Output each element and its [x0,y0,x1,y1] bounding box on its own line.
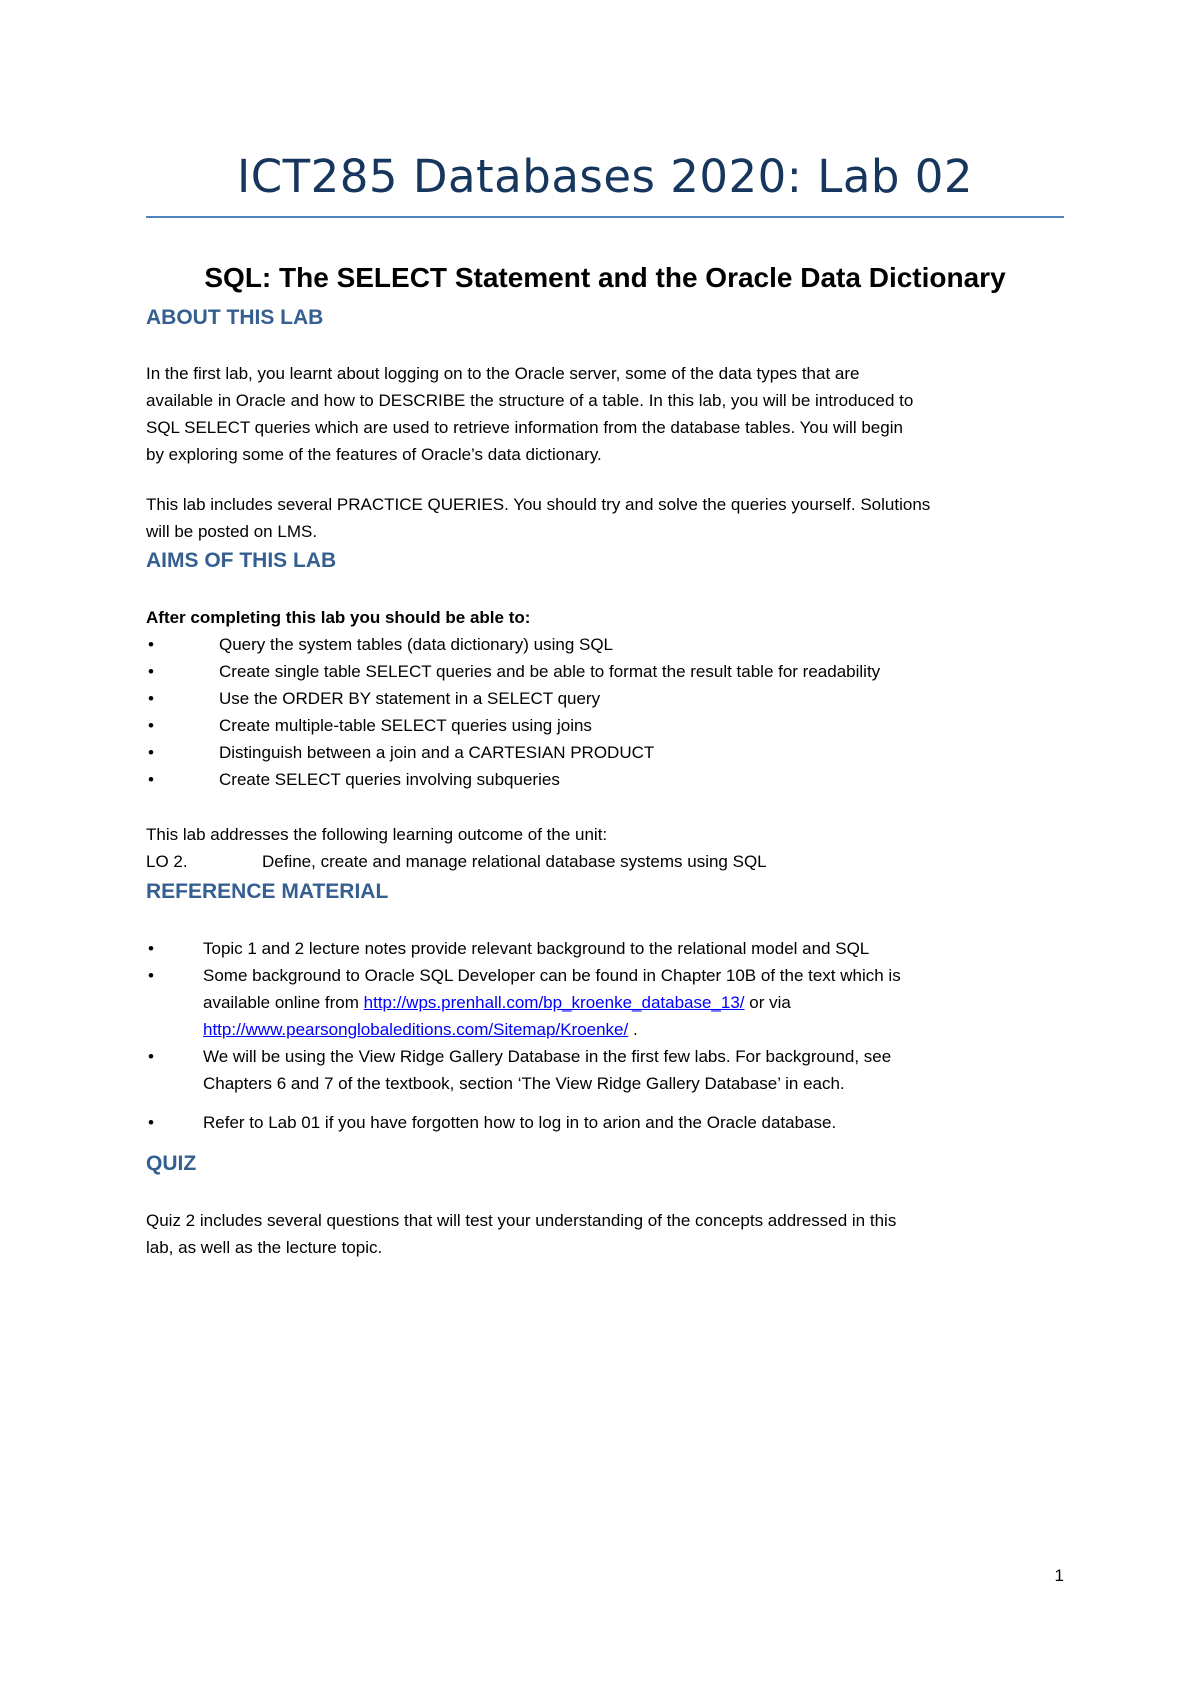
document-subtitle: SQL: The SELECT Statement and the Oracle Data Dictionary [204,262,1006,293]
bullet-icon: • [148,662,154,681]
reference-text [146,1043,1064,1097]
reference-line-text: or via [744,993,791,1012]
bullet-icon: • [148,716,154,735]
pearson-link[interactable]: http://www.pearsonglobaleditions.com/Sitemap/Kroenke/ [203,1020,629,1039]
about-paragraph-2 [146,491,1064,545]
list-item [146,739,1064,766]
list-item [146,962,1064,1043]
about-paragraph-1-line: available in Oracle and how to DESCRIBE the structure of a table. In this lab, you will be introduced to [146,391,914,410]
document-page [146,0,1064,1698]
reference-text: Refer to Lab 01 if you have forgotten how to log in to arion and the Oracle database. [203,1113,837,1132]
bullet-icon: • [148,1113,154,1132]
list-item [146,685,1064,712]
page-number: 1 [1054,1566,1064,1585]
quiz-paragraph-line: Quiz 2 includes several questions that will test your understanding of the concepts addressed in this [146,1211,897,1230]
aim-text: Distinguish between a join and a CARTESIAN PRODUCT [219,743,655,762]
about-paragraph-2-line: This lab includes several PRACTICE QUERIES. You should try and solve the queries yourself. Solutions [146,495,931,514]
reference-line: Some background to Oracle SQL Developer can be found in Chapter 10B of the text which is [203,966,901,985]
document-title: ICT285 Databases 2020: Lab 02 [236,150,974,203]
reference-list [146,935,1064,1136]
aim-text: Query the system tables (data dictionary) using SQL [219,635,614,654]
list-item [146,766,1064,793]
aim-text: Use the ORDER BY statement in a SELECT query [219,689,601,708]
about-paragraph-1-line: SQL SELECT queries which are used to retrieve information from the database tables. You will begin [146,418,903,437]
learning-outcome-code: LO 2. [146,852,188,871]
reference-line: Chapters 6 and 7 of the textbook, section ‘The View Ridge Gallery Database’ in each. [203,1074,845,1093]
bullet-icon: • [148,1047,154,1066]
list-item [146,712,1064,739]
reference-line-text: available online from [203,993,364,1012]
bullet-icon: • [148,635,154,654]
about-paragraph-2-line: will be posted on LMS. [146,522,318,541]
list-item [146,1109,1064,1136]
aim-text: Create multiple-table SELECT queries using joins [219,716,592,735]
list-item [146,631,1064,658]
learning-outcome-text: Define, create and manage relational database systems using SQL [262,852,767,871]
list-item [146,658,1064,685]
aims-intro [146,604,1064,631]
reference-line [203,1016,1064,1043]
quiz-paragraph [146,1207,1064,1261]
bullet-icon: • [148,939,154,958]
title-underline-divider [146,216,1064,218]
outcome-intro [146,821,1064,848]
bullet-icon: • [148,743,154,762]
reference-heading: REFERENCE MATERIAL [146,880,389,903]
reference-text: Topic 1 and 2 lecture notes provide relevant background to the relational model and SQL [203,939,870,958]
quiz-paragraph-line: lab, as well as the lecture topic. [146,1238,383,1257]
aim-text: Create SELECT queries involving subqueries [219,770,560,789]
about-heading: ABOUT THIS LAB [146,306,324,329]
aims-list [146,631,1064,793]
outcome-intro-text: This lab addresses the following learning outcome of the unit: [146,825,608,844]
about-paragraph-1-line: In the first lab, you learnt about logging on to the Oracle server, some of the data types that are [146,364,860,383]
bullet-icon: • [148,770,154,789]
aims-heading: AIMS OF THIS LAB [146,549,337,572]
bullet-icon: • [148,689,154,708]
aim-text: Create single table SELECT queries and be able to format the result table for readability [219,662,881,681]
list-item [146,935,1064,962]
reference-line [203,989,1064,1016]
reference-line-text: . [628,1020,638,1039]
reference-line: We will be using the View Ridge Gallery Database in the first few labs. For background, see [203,1047,892,1066]
about-paragraph-1 [146,360,1064,468]
about-paragraph-1-line: by exploring some of the features of Oracle’s data dictionary. [146,445,602,464]
bullet-icon: • [148,966,154,985]
aims-intro-text: After completing this lab you should be able to: [146,608,531,627]
quiz-heading: QUIZ [146,1152,197,1175]
prenhall-link[interactable]: http://wps.prenhall.com/bp_kroenke_database_13/ [363,993,745,1012]
reference-text [146,962,1064,1043]
list-item [146,1043,1064,1097]
